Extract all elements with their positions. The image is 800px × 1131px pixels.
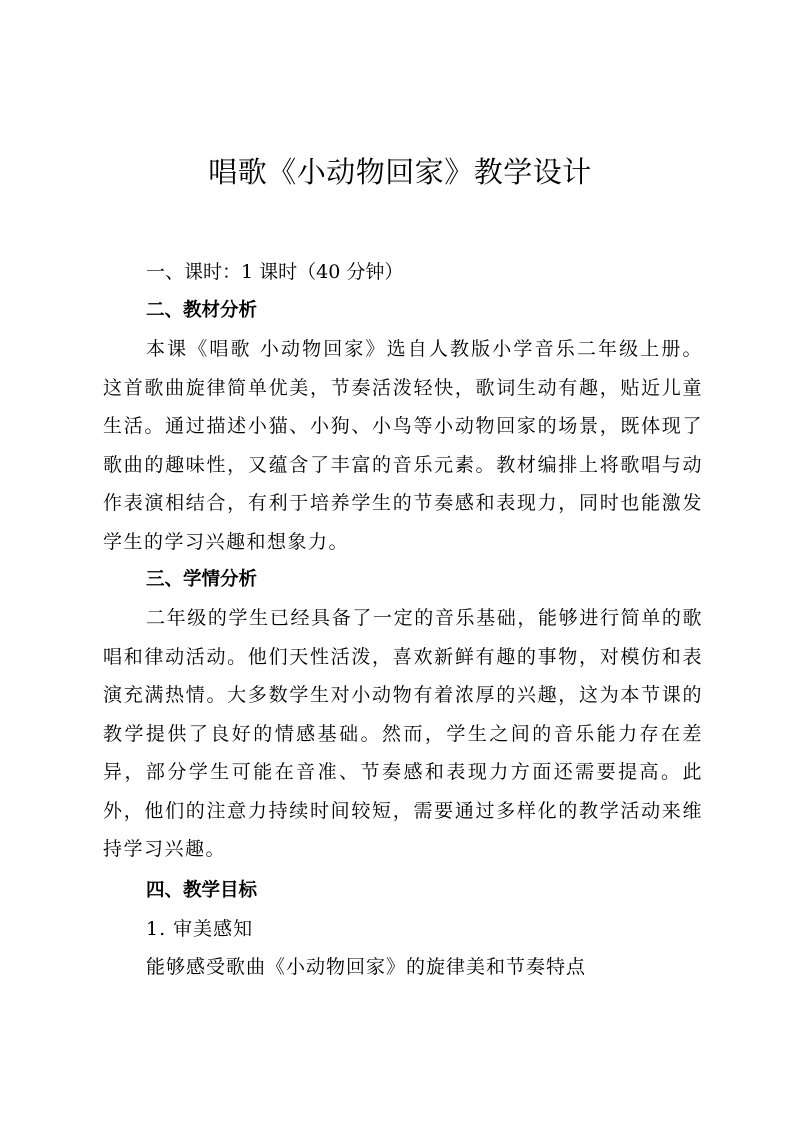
textbook-analysis-paragraph: 本课《唱歌 小动物回家》选自人教版小学音乐二年级上册。这首歌曲旋律简单优美，节奏活泼轻快，歌词生动有趣，贴近儿童生活。通过描述小猫、小狗、小鸟等小动物回家的场景，既体现了歌曲的趣味性，又蕴含了丰富的音乐元素。教材编排上将歌唱与动作表演相结合，有利于培养学生的节奏感和表现力，同时也能激发学生的学习兴趣和想象力。: [103, 338, 703, 553]
class-hours-line: 一、课时：1 课时（40 分钟）: [146, 261, 404, 283]
learner-analysis-paragraph: 二年级的学生已经具备了一定的音乐基础，能够进行简单的歌唱和律动活动。他们天性活泼，喜欢新鲜有趣的事物，对模仿和表演充满热情。大多数学生对小动物有着浓厚的兴趣，这为本节课的教学提供了良好的情感基础。然而，学生之间的音乐能力存在差异，部分学生可能在音准、节奏感和表现力方面还需要提高。此外，他们的注意力持续时间较短，需要通过多样化的教学活动来维持学习兴趣。: [103, 607, 703, 860]
section-heading-learners: 三、学情分析: [146, 569, 258, 590]
section-heading-textbook: 二、教材分析: [146, 300, 258, 321]
section-heading-goals: 四、教学目标: [146, 879, 258, 901]
goal-1-text: 能够感受歌曲《小动物回家》的旋律美和节奏特点: [146, 955, 587, 978]
document-title: 唱歌《小动物回家》教学设计: [208, 155, 592, 189]
document-body: [103, 253, 703, 986]
goal-1-heading: 1. 审美感知: [146, 917, 254, 940]
